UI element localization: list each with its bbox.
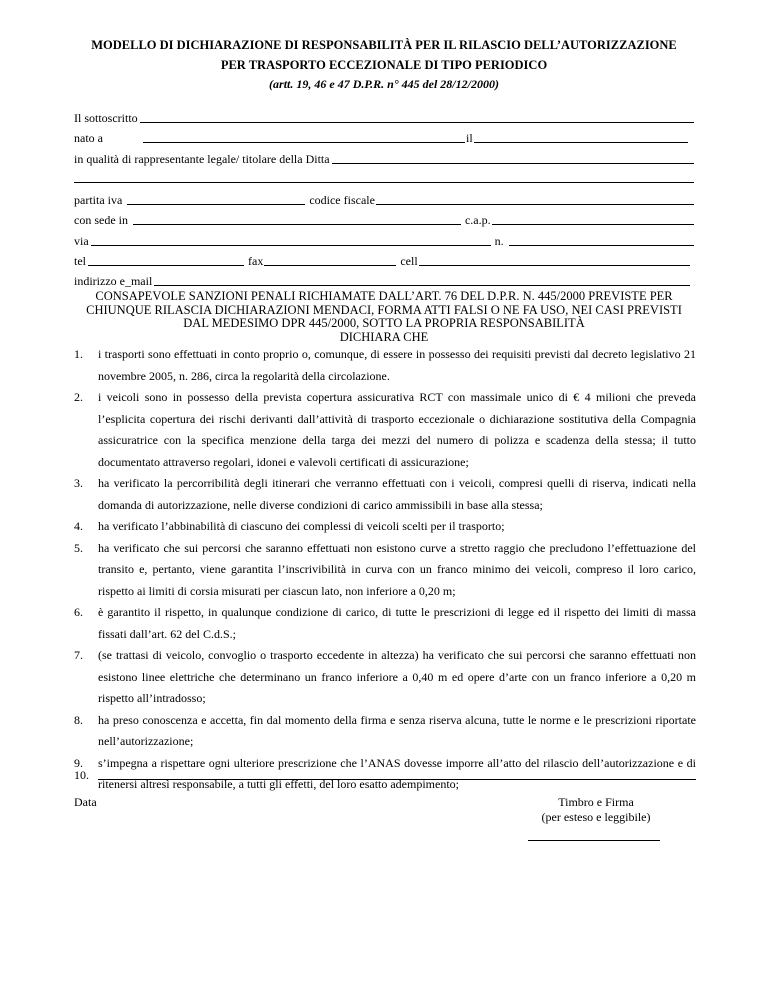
signature-block <box>526 795 666 825</box>
nato-a-field[interactable] <box>143 130 465 143</box>
list-item <box>74 387 696 473</box>
warning-line-3: DAL MEDESIMO DPR 445/2000, SOTTO LA PROPRIA RESPONSABILITÀ <box>183 316 585 330</box>
email-label: indirizzo e_mail <box>74 274 153 288</box>
list-item <box>74 710 696 753</box>
item-text: s’impegna a rispettare ogni ulteriore prescrizione che l’ANAS dovesse imporre all’atto del rilascio dell’autorizzazione e di ritenersi altresì responsabile, a tutti gli effetti, del loro esatto adempimento; <box>98 755 696 791</box>
cell-field[interactable] <box>419 253 690 266</box>
item-text: ha verificato che sui percorsi che saranno effettuati non esistono curve a stretto raggio che precludono l’effettuazione del transito e, pertanto, viene garantita l’inscrivibilità in curva con un franco minimo dei veicoli, compreso il loro carico, rispetto ai limiti di corsia misurati per ciascun lato, non inferiore a 0,20 m; <box>98 540 696 598</box>
email-row <box>74 272 694 289</box>
signature-instructions: (per esteso e leggibile) <box>541 810 651 824</box>
ditta-continuation-row <box>74 169 694 186</box>
cap-label: c.a.p. <box>464 213 491 227</box>
item-number: 5. <box>74 540 83 555</box>
sede-field[interactable] <box>133 212 461 225</box>
codice-fiscale-field[interactable] <box>376 192 694 205</box>
item-text: (se trattasi di veicolo, convoglio o trasporto eccedente in altezza) ha verificato che sui percorsi che saranno effettuati non esistono linee elettriche che determinano un franco inferiore a 0,40 m ed opere d’arte con un franco inferiore a 0,20 m rispetto all’intradosso; <box>98 648 696 705</box>
item-text: i veicoli sono in possesso della prevista copertura assicurativa RCT con massimale unico di € 4 milioni che preveda l’esplicita copertura dei rischi derivanti dall’attività di trasporto eccezionale o dichiarazione sostitutiva della Compagnia assicuratrice con la specifica menzione della targa dei mezzi del numero di polizza e scadenza della stessa; il tutto documentato attraverso regolari, idonei e valevoli certificati di assicurazione; <box>98 390 696 469</box>
list-item <box>74 473 696 516</box>
qualita-label: in qualità di rappresentante legale/ titolare della Ditta <box>74 152 330 166</box>
tel-label: tel <box>74 254 86 268</box>
item-number: 8. <box>74 712 83 727</box>
fiscale-row <box>74 191 694 208</box>
item-text: i trasporti sono effettuati in conto proprio o, comunque, di essere in possesso dei requisiti previsti dal decreto legislativo 21 novembre 2005, n. 286, circa la regolarità della circolazione. <box>98 347 696 383</box>
signature-field[interactable] <box>528 840 660 841</box>
numero-civico-label: n. <box>494 234 504 248</box>
warning-line-2: CHIUNQUE RILASCIA DICHIARAZIONI MENDACI, FORMA ATTI FALSI O NE FA USO, NEI CASI PREVISTI <box>86 302 682 317</box>
list-item <box>74 602 696 645</box>
item-text: ha verificato la percorribilità degli itinerari che verranno effettuati con i veicoli, compresi quelli di riserva, indicati nella domanda di autorizzazione, nelle diverse condizioni di carico ammissibili in base alla stessa; <box>98 476 696 512</box>
nascita-row <box>74 129 694 146</box>
cap-field[interactable] <box>492 212 694 225</box>
list-item <box>74 538 696 603</box>
sottoscritto-row <box>74 109 694 126</box>
list-item <box>74 645 696 710</box>
numero-civico-field[interactable] <box>509 233 694 246</box>
sottoscritto-label: Il sottoscritto <box>74 111 138 125</box>
sottoscritto-field[interactable] <box>140 110 694 123</box>
tel-field[interactable] <box>88 253 244 266</box>
date-label: Data <box>74 795 97 809</box>
fax-label: fax <box>248 254 264 268</box>
item-number: 1. <box>74 347 83 361</box>
cell-label: cell <box>400 254 418 268</box>
partita-iva-label: partita iva <box>74 193 123 207</box>
item-number: 7. <box>74 648 83 662</box>
via-row <box>74 232 694 249</box>
data-nascita-label: il <box>466 131 473 145</box>
nato-a-label: nato a <box>74 131 103 145</box>
contatti-row <box>74 252 694 269</box>
ditta-continuation-field[interactable] <box>74 170 694 183</box>
declaration-list <box>74 344 696 796</box>
item-10-field[interactable] <box>98 767 696 780</box>
legal-reference: (artt. 19, 46 e 47 D.P.R. n° 445 del 28/12/2000) <box>269 77 499 91</box>
list-item <box>74 516 696 538</box>
sede-label: con sede in <box>74 213 128 227</box>
item-number: 9. <box>74 755 83 770</box>
via-label: via <box>74 234 89 248</box>
sede-row <box>74 211 694 228</box>
item-text: è garantito il rispetto, in qualunque condizione di carico, di tutte le prescrizioni di legge ed il rispetto dei limiti di massa fissati dall’art. 62 del C.d.S.; <box>98 605 696 641</box>
data-nascita-field[interactable] <box>474 130 688 143</box>
stamp-signature-label: Timbro e Firma <box>558 795 634 809</box>
item-number: 6. <box>74 605 83 619</box>
email-field[interactable] <box>154 273 690 286</box>
ditta-field[interactable] <box>332 151 694 164</box>
via-field[interactable] <box>91 233 491 246</box>
item-number: 2. <box>74 390 83 404</box>
document-subtitle: PER TRASPORTO ECCEZIONALE DI TIPO PERIODICO <box>220 58 548 72</box>
item-10-row <box>74 766 696 783</box>
item-text: ha verificato l’abbinabilità di ciascuno dei complessi di veicoli scelti per il trasporto; <box>98 519 505 533</box>
item-number: 10. <box>74 768 89 782</box>
qualita-row <box>74 150 694 167</box>
document-title: MODELLO DI DICHIARAZIONE DI RESPONSABILITÀ PER IL RILASCIO DELL’AUTORIZZAZIONE <box>91 38 677 52</box>
warning-line-1: CONSAPEVOLE SANZIONI PENALI RICHIAMATE DALL’ART. 76 DEL D.P.R. N. 445/2000 PREVISTE PER <box>95 289 673 303</box>
fax-field[interactable] <box>264 253 396 266</box>
partita-iva-field[interactable] <box>127 192 305 205</box>
item-number: 3. <box>74 476 83 490</box>
item-text: ha preso conoscenza e accetta, fin dal momento della firma e senza riserva alcuna, tutte le norme e le prescrizioni riportate nell’autorizzazione; <box>98 712 696 748</box>
penal-warning <box>60 290 708 344</box>
declaration-heading: DICHIARA CHE <box>339 329 429 344</box>
list-item <box>74 344 696 387</box>
item-number: 4. <box>74 519 83 533</box>
codice-fiscale-label: codice fiscale <box>309 193 375 207</box>
